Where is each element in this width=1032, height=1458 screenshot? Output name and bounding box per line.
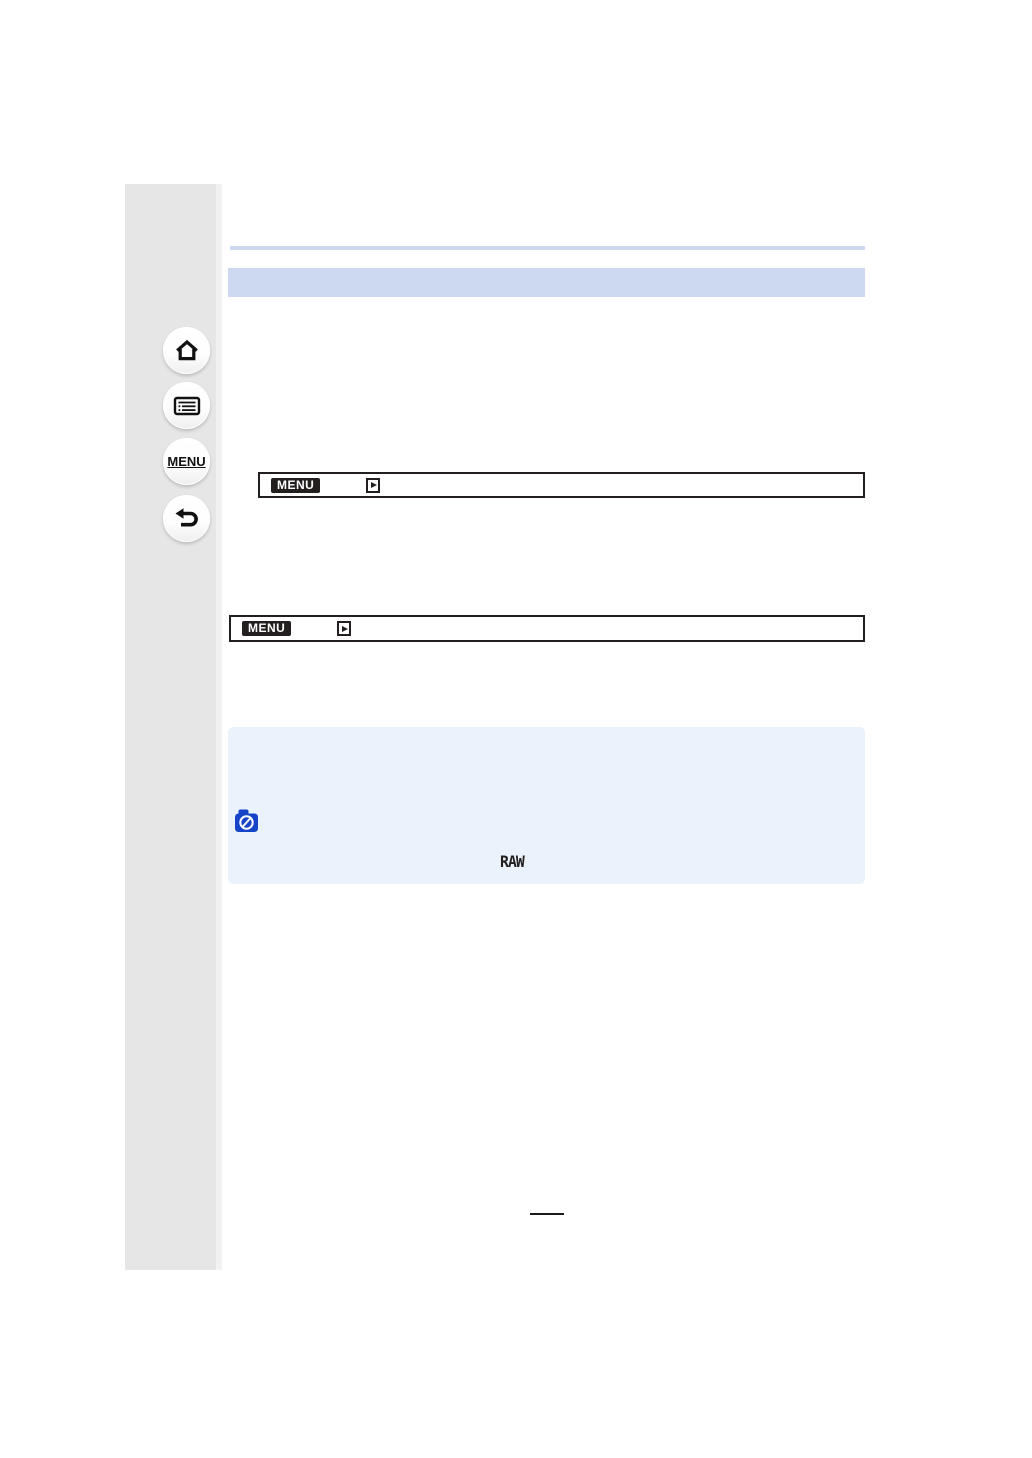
back-button[interactable] [163, 495, 210, 542]
contents-button[interactable] [163, 382, 210, 429]
home-button[interactable] [163, 327, 210, 374]
menu-path-bar [258, 472, 865, 498]
top-divider-rule [230, 246, 865, 250]
sidebar-edge [216, 184, 222, 1270]
note-box [228, 727, 865, 884]
page-number-rule [530, 1213, 564, 1215]
raw-format-label: RAW [500, 852, 524, 871]
playback-icon [337, 621, 351, 636]
back-arrow-icon [173, 506, 200, 531]
menu-key-badge: MENU [242, 621, 291, 636]
function-not-available-icon [234, 806, 259, 839]
playback-icon [366, 478, 380, 493]
menu-button-label: MENU [167, 454, 206, 469]
list-icon [173, 395, 201, 417]
section-header-bar [228, 268, 865, 297]
menu-key-badge: MENU [271, 478, 320, 493]
menu-button[interactable] [163, 438, 210, 485]
home-icon [174, 338, 200, 364]
menu-path-bar [229, 615, 865, 642]
